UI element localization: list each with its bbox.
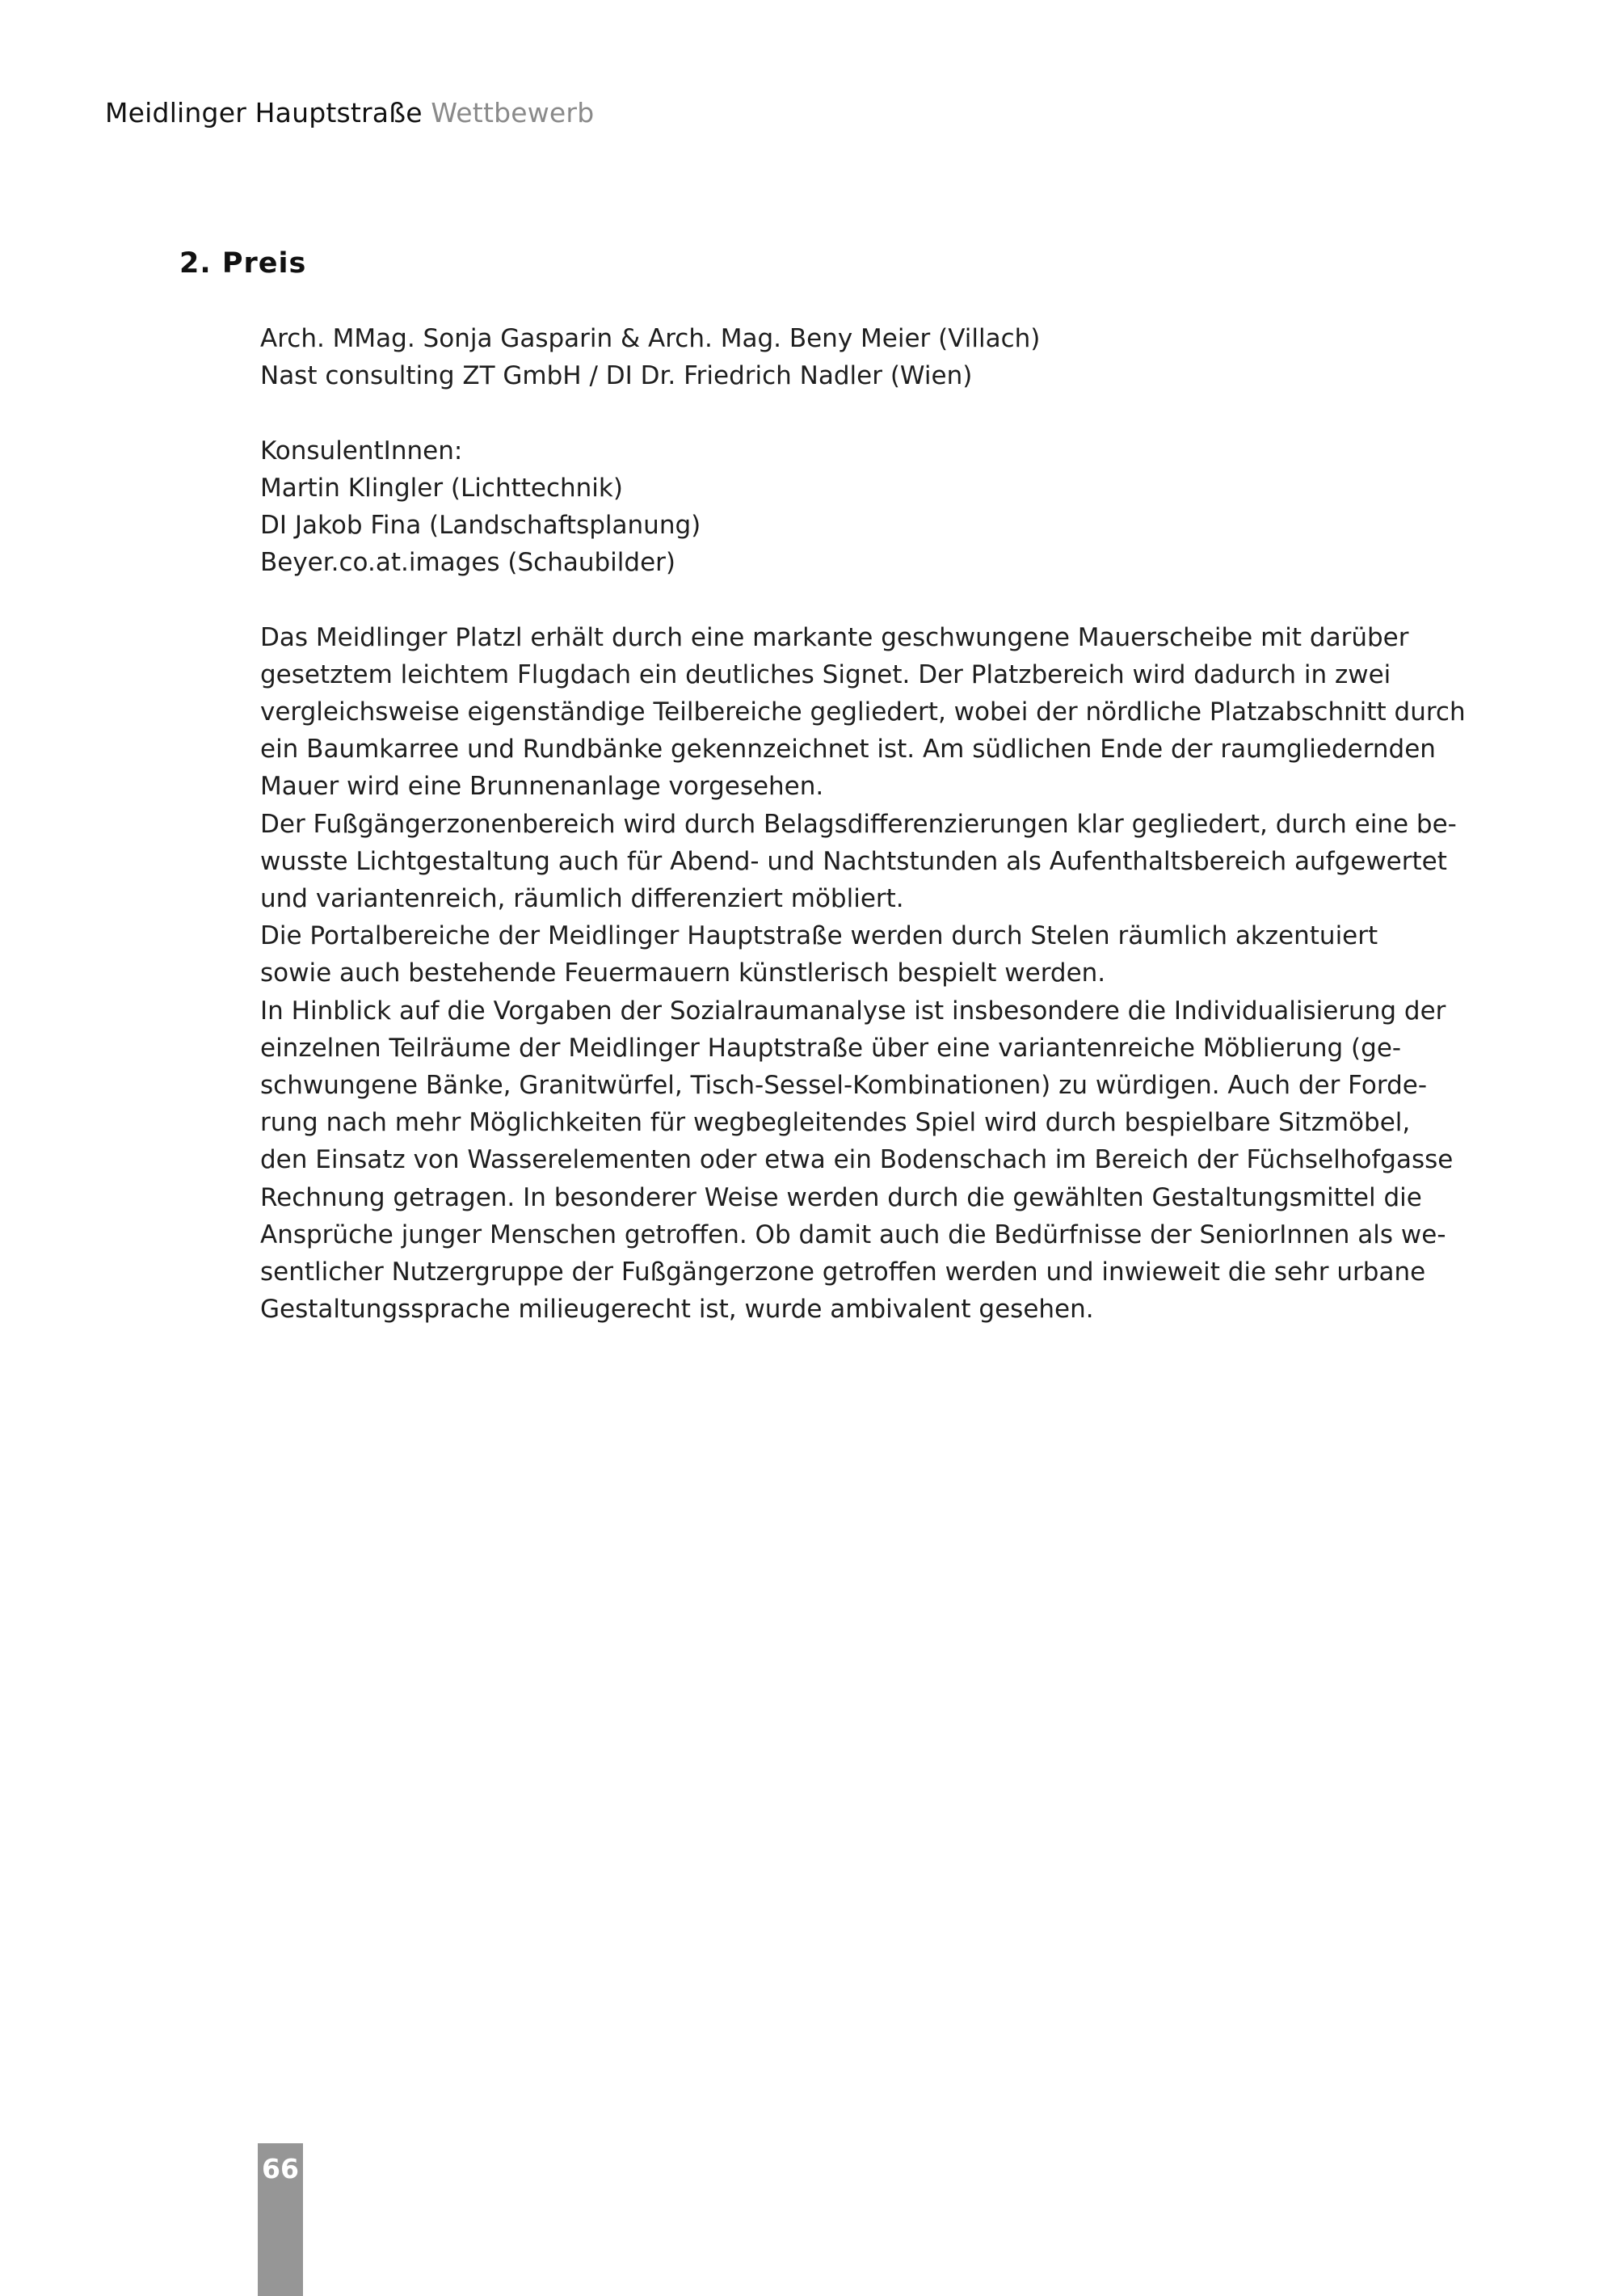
consultant-line: Martin Klingler (Lichttechnik) [260, 473, 623, 503]
body-line: einzelnen Teilräume der Meidlinger Hauptstraße über eine variantenreiche Möblierung (ge- [260, 1033, 1402, 1063]
body-line: rung nach mehr Möglichkeiten für wegbegleitendes Spiel wird durch bespielbare Sitzmöbel, [260, 1108, 1411, 1138]
running-header [105, 97, 594, 128]
content-block [260, 320, 1466, 1328]
consultant-line: DI Jakob Fina (Landschaftsplanung) [260, 511, 701, 540]
body-line: Gestaltungssprache milieugerecht ist, wurde ambivalent gesehen. [260, 1295, 1094, 1325]
section-title: 2. Preis [179, 247, 307, 280]
page-number: 66 [262, 2153, 299, 2184]
body-line: In Hinblick auf die Vorgaben der Sozialraumanalyse ist insbesondere die Individualisierung der [260, 996, 1446, 1026]
author-line: Arch. MMag. Sonja Gasparin & Arch. Mag. Beny Meier (Villach) [260, 324, 1041, 353]
body-line: Mauer wird eine Brunnenanlage vorgesehen. [260, 772, 824, 802]
body-line: und variantenreich, räumlich differenziert möbliert. [260, 884, 904, 914]
body-line: Das Meidlinger Platzl erhält durch eine markante geschwungene Mauerscheibe mit darüber [260, 622, 1409, 652]
header-title: Meidlinger Hauptstraße [105, 97, 423, 128]
body-line: Ansprüche junger Menschen getroffen. Ob damit auch die Bedürfnisse der SeniorInnen als we- [260, 1220, 1446, 1249]
body-text [260, 619, 1466, 1329]
author-line: Nast consulting ZT GmbH / DI Dr. Friedrich Nadler (Wien) [260, 361, 973, 391]
spacer [260, 394, 1375, 432]
body-line: Rechnung getragen. In besonderer Weise werden durch die gewählten Gestaltungsmittel die [260, 1182, 1422, 1212]
consultant-line: Beyer.co.at.images (Schaubilder) [260, 548, 675, 578]
body-line: gesetztem leichtem Flugdach ein deutliches Signet. Der Platzbereich wird dadurch in zwei [260, 659, 1391, 689]
body-line: schwungene Bänke, Granitwürfel, Tisch-Sessel-Kombinationen) zu würdigen. Auch der Forde- [260, 1071, 1428, 1101]
body-line: den Einsatz von Wasserelementen oder etwa ein Bodenschach im Bereich der Füchselhofgasse [260, 1145, 1454, 1175]
page-number-tab [258, 2143, 303, 2296]
body-line: Die Portalbereiche der Meidlinger Hauptstraße werden durch Stelen räumlich akzentuiert [260, 921, 1378, 951]
header-subtitle: Wettbewerb [431, 97, 595, 128]
body-line: Der Fußgängerzonenbereich wird durch Belagsdifferenzierungen klar gegliedert, durch eine be- [260, 809, 1457, 839]
body-line: sowie auch bestehende Feuermauern künstlerisch bespielt werden. [260, 958, 1106, 988]
consultants-label: KonsulentInnen: [260, 436, 463, 466]
spacer [260, 581, 1375, 618]
body-line: wusste Lichtgestaltung auch für Abend- und Nachtstunden als Aufenthaltsbereich aufgewertet [260, 846, 1447, 876]
body-line: vergleichsweise eigenständige Teilbereiche gegliedert, wobei der nördliche Platzabschnitt durch [260, 697, 1466, 727]
body-line: sentlicher Nutzergruppe der Fußgängerzone getroffen werden und inwieweit die sehr urbane [260, 1258, 1426, 1287]
body-line: ein Baumkarree und Rundbänke gekennzeichnet ist. Am südlichen Ende der raumgliedernden [260, 735, 1436, 765]
